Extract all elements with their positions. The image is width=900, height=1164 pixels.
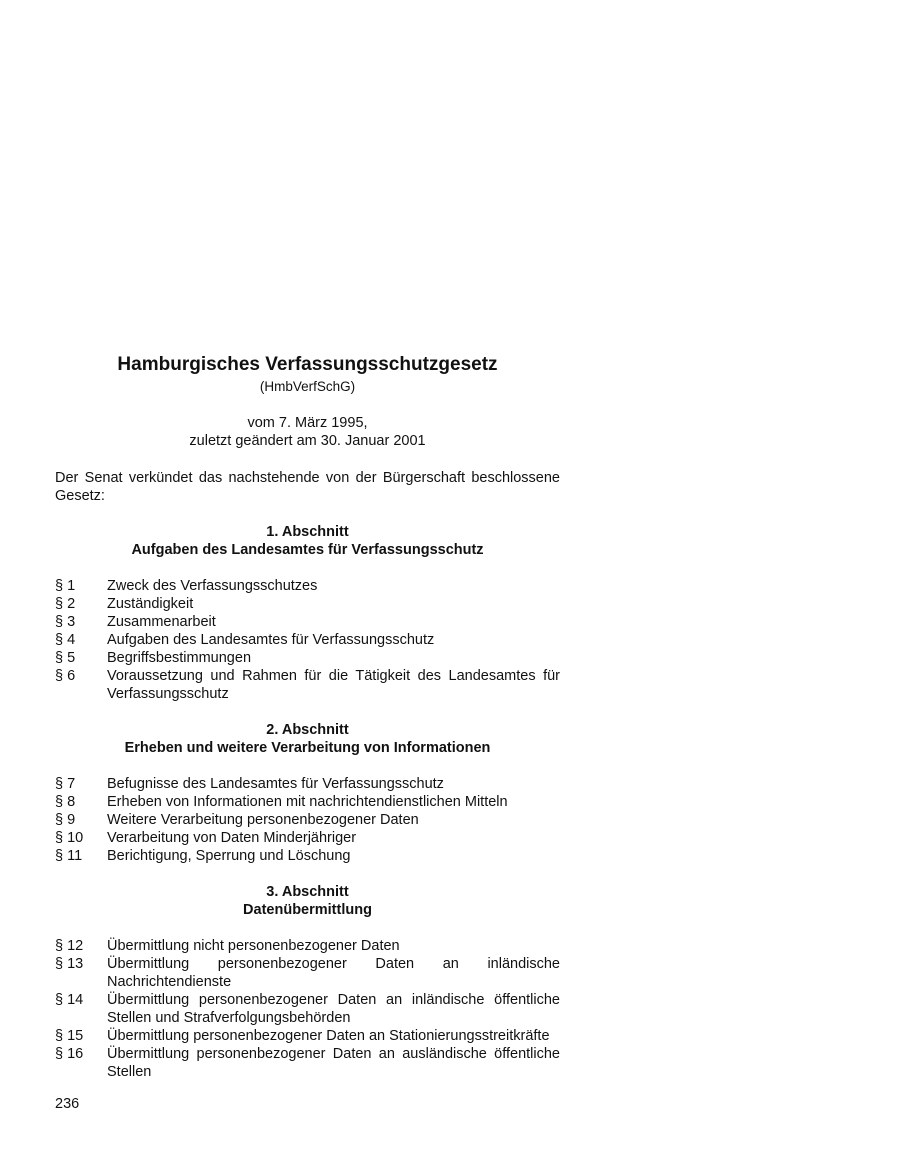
section — [55, 883, 560, 1081]
section-items — [55, 775, 560, 865]
paragraph-title: Aufgaben des Landesamtes für Verfassungsschutz — [107, 632, 435, 648]
paragraph-title: Übermittlung personenbezogener Daten an ausländische öffentliche Stellen — [107, 1046, 560, 1080]
paragraph-title: Übermittlung nicht personenbezogener Daten — [107, 938, 400, 954]
section-title: Aufgaben des Landesamtes für Verfassungsschutz — [131, 542, 484, 558]
paragraph-title: Berichtigung, Sperrung und Löschung — [107, 848, 351, 864]
toc-item — [55, 829, 560, 847]
date-line-2: zuletzt geändert am 30. Januar 2001 — [189, 433, 426, 449]
section-number: 2. Abschnitt — [266, 722, 349, 738]
paragraph-title: Weitere Verarbeitung personenbezogener Daten — [107, 812, 419, 828]
paragraph-number: § 1 — [55, 578, 76, 594]
paragraph-number: § 11 — [55, 848, 83, 864]
document-abbreviation: (HmbVerfSchG) — [259, 379, 356, 394]
paragraph-title: Voraussetzung und Rahmen für die Tätigkeit des Landesamtes für Verfassungsschutz — [107, 668, 560, 702]
paragraph-number: § 16 — [55, 1046, 84, 1062]
section-items — [55, 577, 560, 703]
toc-item — [55, 811, 560, 829]
paragraph-title: Übermittlung personenbezogener Daten an inländische Nachrichtendienste — [107, 956, 560, 990]
section-items — [55, 937, 560, 1081]
paragraph-number: § 10 — [55, 830, 84, 846]
toc-item — [55, 991, 560, 1027]
toc-item — [55, 577, 560, 595]
toc-item — [55, 1027, 560, 1045]
paragraph-number: § 13 — [55, 956, 84, 972]
paragraph-number: § 8 — [55, 794, 76, 810]
date-line-1: vom 7. März 1995, — [247, 415, 368, 431]
paragraph-title: Begriffsbestimmungen — [107, 650, 252, 666]
paragraph-number: § 12 — [55, 938, 84, 954]
document-page — [55, 354, 560, 1081]
section-title: Datenübermittlung — [243, 902, 372, 918]
paragraph-title: Verarbeitung von Daten Minderjähriger — [107, 830, 357, 846]
paragraph-title: Zusammenarbeit — [107, 614, 216, 630]
table-of-contents — [55, 523, 560, 1081]
paragraph-number: § 3 — [55, 614, 76, 630]
page-number: 236 — [55, 1096, 80, 1112]
paragraph-number: § 7 — [55, 776, 76, 792]
intro-paragraph: Der Senat verkündet das nachstehende von der Bürgerschaft beschlossene Gesetz: — [55, 470, 560, 504]
section-number: 1. Abschnitt — [266, 524, 349, 540]
paragraph-number: § 15 — [55, 1028, 84, 1044]
toc-item — [55, 649, 560, 667]
paragraph-number: § 2 — [55, 596, 76, 612]
paragraph-number: § 6 — [55, 668, 76, 684]
toc-item — [55, 847, 560, 865]
toc-item — [55, 667, 560, 703]
toc-item — [55, 775, 560, 793]
section-heading — [55, 721, 560, 757]
paragraph-title: Befugnisse des Landesamtes für Verfassungsschutz — [107, 776, 444, 792]
toc-item — [55, 595, 560, 613]
section-heading — [55, 523, 560, 559]
paragraph-number: § 14 — [55, 992, 84, 1008]
section-title: Erheben und weitere Verarbeitung von Informationen — [124, 740, 491, 756]
document-date — [55, 414, 560, 450]
toc-item — [55, 793, 560, 811]
paragraph-title: Zweck des Verfassungsschutzes — [107, 578, 318, 594]
section — [55, 721, 560, 865]
toc-item — [55, 955, 560, 991]
paragraph-number: § 9 — [55, 812, 76, 828]
section-number: 3. Abschnitt — [266, 884, 349, 900]
toc-item — [55, 613, 560, 631]
section-heading — [55, 883, 560, 919]
paragraph-number: § 4 — [55, 632, 76, 648]
toc-item — [55, 937, 560, 955]
paragraph-title: Übermittlung personenbezogener Daten an inländische öffentliche Stellen und Strafverfolgungsbehörden — [107, 992, 560, 1026]
paragraph-number: § 5 — [55, 650, 76, 666]
toc-item — [55, 631, 560, 649]
section — [55, 523, 560, 703]
paragraph-title: Zuständigkeit — [107, 596, 194, 612]
document-title: Hamburgisches Verfassungsschutzgesetz — [117, 354, 498, 375]
paragraph-title: Übermittlung personenbezogener Daten an Stationierungsstreitkräfte — [107, 1028, 550, 1044]
paragraph-title: Erheben von Informationen mit nachrichtendienstlichen Mitteln — [107, 794, 508, 810]
toc-item — [55, 1045, 560, 1081]
